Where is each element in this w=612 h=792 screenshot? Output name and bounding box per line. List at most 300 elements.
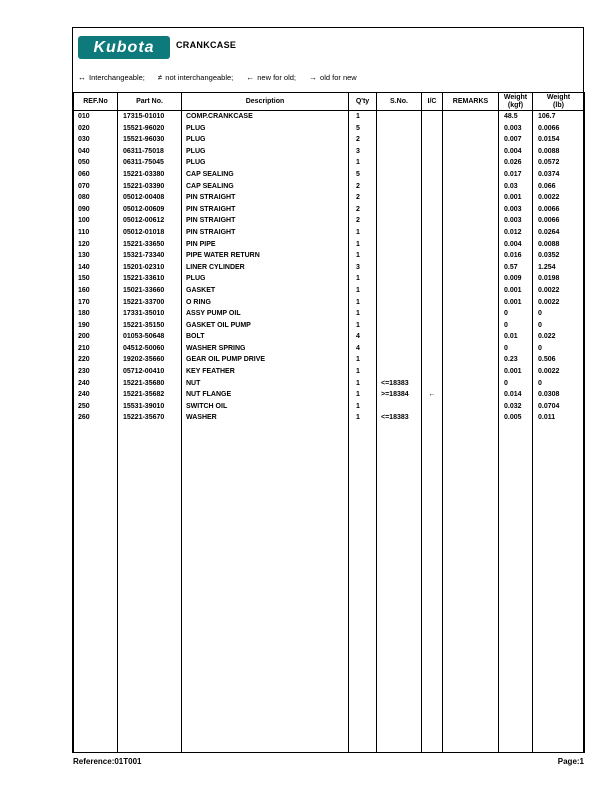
col-header-remarks: REMARKS <box>443 93 499 111</box>
cell-part-no: 17315-01010 <box>118 111 182 123</box>
table-row <box>74 157 585 169</box>
cell-remarks <box>443 285 499 297</box>
cell-ref-no: 130 <box>74 250 118 262</box>
table-row <box>74 181 585 193</box>
cell-description: BOLT <box>182 331 349 343</box>
cell-remarks <box>443 169 499 181</box>
cell-remarks <box>443 378 499 390</box>
cell-description: KEY FEATHER <box>182 366 349 378</box>
cell-ic <box>422 331 443 343</box>
cell-part-no: 15221-33650 <box>118 239 182 251</box>
cell-s-no <box>377 401 422 413</box>
cell-weight-lb: 0.0308 <box>533 389 585 401</box>
cell-weight-kgf: 0 <box>499 308 533 320</box>
cell-weight-kgf: 0 <box>499 343 533 355</box>
cell-qty: 2 <box>349 215 377 227</box>
cell-description: GEAR OIL PUMP DRIVE <box>182 354 349 366</box>
page-title: CRANKCASE <box>176 40 237 50</box>
cell-part-no: 06311-75018 <box>118 146 182 158</box>
cell-s-no <box>377 262 422 274</box>
cell-weight-lb: 0.0022 <box>533 366 585 378</box>
cell-ref-no: 150 <box>74 273 118 285</box>
cell-description: PLUG <box>182 134 349 146</box>
cell-weight-lb: 0.0066 <box>533 215 585 227</box>
cell-ref-no: 160 <box>74 285 118 297</box>
cell-description: O RING <box>182 297 349 309</box>
cell-weight-lb: 0.011 <box>533 412 585 424</box>
cell-weight-kgf: 0.004 <box>499 146 533 158</box>
cell-qty: 5 <box>349 169 377 181</box>
table-row <box>74 331 585 343</box>
cell-remarks <box>443 389 499 401</box>
cell-ref-no: 060 <box>74 169 118 181</box>
cell-description: PLUG <box>182 157 349 169</box>
cell-qty: 1 <box>349 273 377 285</box>
table-row <box>74 262 585 274</box>
legend-item-interchangeable <box>78 73 145 82</box>
cell-s-no: <=18383 <box>377 412 422 424</box>
table-row <box>74 297 585 309</box>
cell-s-no <box>377 169 422 181</box>
cell-s-no <box>377 157 422 169</box>
right-arrow-icon: → <box>309 73 318 82</box>
cell-weight-kgf: 0.03 <box>499 181 533 193</box>
cell-description: CAP SEALING <box>182 169 349 181</box>
cell-remarks <box>443 354 499 366</box>
cell-weight-kgf: 0 <box>499 378 533 390</box>
cell-s-no <box>377 239 422 251</box>
legend-item-new-for-old <box>246 73 296 82</box>
cell-ref-no: 220 <box>74 354 118 366</box>
cell-ic <box>422 181 443 193</box>
cell-ic <box>422 204 443 216</box>
cell-remarks <box>443 250 499 262</box>
legend-item-not-interchangeable <box>158 73 233 82</box>
cell-weight-kgf: 0.001 <box>499 285 533 297</box>
cell-ic <box>422 308 443 320</box>
cell-s-no <box>377 123 422 135</box>
parts-table-wrap <box>73 92 584 753</box>
table-row <box>74 227 585 239</box>
cell-qty: 1 <box>349 111 377 123</box>
cell-part-no: 15221-35670 <box>118 412 182 424</box>
filler-cell <box>349 424 377 752</box>
footer-page-number: Page:1 <box>557 757 584 766</box>
cell-remarks <box>443 343 499 355</box>
cell-ref-no: 250 <box>74 401 118 413</box>
cell-description: COMP.CRANKCASE <box>182 111 349 123</box>
filler-cell <box>74 424 118 752</box>
cell-weight-lb: 106.7 <box>533 111 585 123</box>
cell-remarks <box>443 111 499 123</box>
col-header-qty: Q'ty <box>349 93 377 111</box>
cell-ref-no: 260 <box>74 412 118 424</box>
cell-s-no <box>377 227 422 239</box>
cell-remarks <box>443 204 499 216</box>
cell-ic: ← <box>422 389 443 401</box>
cell-remarks <box>443 273 499 285</box>
cell-ic <box>422 273 443 285</box>
cell-description: PIN PIPE <box>182 239 349 251</box>
cell-weight-kgf: 0.016 <box>499 250 533 262</box>
cell-ic <box>422 239 443 251</box>
not-equal-icon: ≠ <box>157 73 163 82</box>
filler-cell <box>499 424 533 752</box>
parts-table-body <box>74 111 585 753</box>
cell-ic <box>422 262 443 274</box>
legend-label: Interchangeable; <box>89 73 145 82</box>
cell-weight-kgf: 0.017 <box>499 169 533 181</box>
cell-ref-no: 230 <box>74 366 118 378</box>
cell-qty: 4 <box>349 343 377 355</box>
cell-s-no <box>377 181 422 193</box>
cell-ref-no: 020 <box>74 123 118 135</box>
cell-s-no <box>377 366 422 378</box>
cell-s-no <box>377 111 422 123</box>
cell-description: PIN STRAIGHT <box>182 192 349 204</box>
cell-ref-no: 100 <box>74 215 118 227</box>
cell-remarks <box>443 262 499 274</box>
cell-ic <box>422 157 443 169</box>
filler-cell <box>443 424 499 752</box>
cell-remarks <box>443 227 499 239</box>
cell-ic <box>422 354 443 366</box>
cell-part-no: 19202-35660 <box>118 354 182 366</box>
cell-remarks <box>443 239 499 251</box>
cell-ic <box>422 146 443 158</box>
cell-weight-lb: 0.0088 <box>533 239 585 251</box>
cell-remarks <box>443 331 499 343</box>
cell-weight-lb: 0 <box>533 378 585 390</box>
table-row <box>74 215 585 227</box>
cell-weight-kgf: 0.009 <box>499 273 533 285</box>
kubota-logo <box>78 36 170 59</box>
cell-part-no: 15321-73340 <box>118 250 182 262</box>
filler-cell <box>422 424 443 752</box>
cell-part-no: 05012-01018 <box>118 227 182 239</box>
cell-ic <box>422 378 443 390</box>
cell-remarks <box>443 146 499 158</box>
cell-ref-no: 070 <box>74 181 118 193</box>
cell-qty: 2 <box>349 192 377 204</box>
cell-weight-lb: 0.066 <box>533 181 585 193</box>
table-row <box>74 192 585 204</box>
cell-weight-kgf: 0.012 <box>499 227 533 239</box>
cell-s-no <box>377 320 422 332</box>
cell-s-no <box>377 297 422 309</box>
cell-weight-lb: 0 <box>533 320 585 332</box>
cell-weight-lb: 0.022 <box>533 331 585 343</box>
cell-weight-lb: 0.0704 <box>533 401 585 413</box>
cell-description: WASHER <box>182 412 349 424</box>
cell-ref-no: 030 <box>74 134 118 146</box>
cell-part-no: 15221-35680 <box>118 378 182 390</box>
cell-ref-no: 240 <box>74 378 118 390</box>
cell-qty: 1 <box>349 320 377 332</box>
cell-weight-kgf: 0 <box>499 320 533 332</box>
cell-weight-kgf: 48.5 <box>499 111 533 123</box>
cell-description: PLUG <box>182 273 349 285</box>
cell-qty: 1 <box>349 378 377 390</box>
cell-s-no <box>377 331 422 343</box>
cell-qty: 1 <box>349 366 377 378</box>
cell-part-no: 15521-96030 <box>118 134 182 146</box>
cell-description: LINER CYLINDER <box>182 262 349 274</box>
cell-description: CAP SEALING <box>182 181 349 193</box>
cell-weight-kgf: 0.001 <box>499 366 533 378</box>
cell-s-no <box>377 146 422 158</box>
cell-description: SWITCH OIL <box>182 401 349 413</box>
cell-ref-no: 010 <box>74 111 118 123</box>
cell-s-no <box>377 250 422 262</box>
cell-description: PLUG <box>182 146 349 158</box>
cell-part-no: 15221-03380 <box>118 169 182 181</box>
cell-weight-kgf: 0.004 <box>499 239 533 251</box>
cell-weight-lb: 0 <box>533 308 585 320</box>
cell-remarks <box>443 366 499 378</box>
cell-ref-no: 110 <box>74 227 118 239</box>
cell-s-no <box>377 343 422 355</box>
col-header-ic: I/C <box>422 93 443 111</box>
cell-weight-lb: 0.0022 <box>533 285 585 297</box>
cell-ic <box>422 343 443 355</box>
cell-ic <box>422 169 443 181</box>
cell-weight-lb: 0.0572 <box>533 157 585 169</box>
cell-remarks <box>443 297 499 309</box>
cell-qty: 3 <box>349 262 377 274</box>
cell-remarks <box>443 181 499 193</box>
interchangeable-arrow-icon: ↔ <box>78 73 86 82</box>
table-row <box>74 239 585 251</box>
cell-remarks <box>443 215 499 227</box>
filler-cell <box>118 424 182 752</box>
legend <box>78 73 357 82</box>
table-row <box>74 308 585 320</box>
col-header-weight-kgf: Weight (kgf) <box>499 93 533 111</box>
cell-part-no: 15221-35150 <box>118 320 182 332</box>
filler-cell <box>377 424 422 752</box>
cell-description: GASKET <box>182 285 349 297</box>
cell-weight-kgf: 0.003 <box>499 123 533 135</box>
col-header-part-no: Part No. <box>118 93 182 111</box>
cell-ref-no: 040 <box>74 146 118 158</box>
cell-part-no: 15221-33610 <box>118 273 182 285</box>
cell-weight-kgf: 0.026 <box>499 157 533 169</box>
cell-s-no <box>377 134 422 146</box>
cell-ic <box>422 285 443 297</box>
cell-weight-kgf: 0.23 <box>499 354 533 366</box>
cell-part-no: 15201-02310 <box>118 262 182 274</box>
cell-part-no: 15221-33700 <box>118 297 182 309</box>
cell-qty: 1 <box>349 250 377 262</box>
table-row <box>74 343 585 355</box>
cell-part-no: 05012-00609 <box>118 204 182 216</box>
cell-ref-no: 200 <box>74 331 118 343</box>
cell-part-no: 05712-00410 <box>118 366 182 378</box>
table-header-row <box>74 93 585 111</box>
cell-description: PIPE WATER RETURN <box>182 250 349 262</box>
cell-weight-lb: 0.0066 <box>533 204 585 216</box>
cell-remarks <box>443 157 499 169</box>
cell-s-no: >=18384 <box>377 389 422 401</box>
cell-qty: 2 <box>349 134 377 146</box>
cell-remarks <box>443 412 499 424</box>
cell-ref-no: 090 <box>74 204 118 216</box>
kubota-logo-text: Kubota <box>93 38 155 56</box>
filler-cell <box>182 424 349 752</box>
footer-reference: Reference:01T001 <box>73 757 142 766</box>
cell-weight-lb: 0 <box>533 343 585 355</box>
table-row <box>74 389 585 401</box>
cell-qty: 1 <box>349 239 377 251</box>
cell-s-no <box>377 273 422 285</box>
cell-description: ASSY PUMP OIL <box>182 308 349 320</box>
cell-remarks <box>443 192 499 204</box>
cell-ic <box>422 401 443 413</box>
cell-description: GASKET OIL PUMP <box>182 320 349 332</box>
cell-ref-no: 080 <box>74 192 118 204</box>
cell-ic <box>422 192 443 204</box>
cell-qty: 2 <box>349 181 377 193</box>
cell-ref-no: 190 <box>74 320 118 332</box>
cell-part-no: 15221-03390 <box>118 181 182 193</box>
parts-table <box>73 92 585 753</box>
cell-ref-no: 240 <box>74 389 118 401</box>
col-header-weight-lb: Weight (lb) <box>533 93 585 111</box>
cell-qty: 2 <box>349 204 377 216</box>
cell-description: PIN STRAIGHT <box>182 204 349 216</box>
cell-ic <box>422 366 443 378</box>
filler-cell <box>533 424 585 752</box>
cell-weight-lb: 0.0352 <box>533 250 585 262</box>
cell-s-no <box>377 354 422 366</box>
cell-weight-lb: 1.254 <box>533 262 585 274</box>
cell-weight-lb: 0.0374 <box>533 169 585 181</box>
cell-part-no: 05012-00612 <box>118 215 182 227</box>
cell-weight-lb: 0.0198 <box>533 273 585 285</box>
table-row <box>74 378 585 390</box>
cell-weight-kgf: 0.57 <box>499 262 533 274</box>
cell-qty: 1 <box>349 401 377 413</box>
cell-weight-lb: 0.0088 <box>533 146 585 158</box>
cell-ic <box>422 215 443 227</box>
table-row <box>74 285 585 297</box>
cell-s-no <box>377 192 422 204</box>
cell-s-no <box>377 215 422 227</box>
cell-s-no: <=18383 <box>377 378 422 390</box>
cell-qty: 1 <box>349 227 377 239</box>
cell-weight-kgf: 0.007 <box>499 134 533 146</box>
cell-remarks <box>443 401 499 413</box>
table-row <box>74 123 585 135</box>
table-row <box>74 273 585 285</box>
cell-weight-lb: 0.0022 <box>533 192 585 204</box>
cell-ic <box>422 134 443 146</box>
cell-ic <box>422 123 443 135</box>
col-header-s-no: S.No. <box>377 93 422 111</box>
cell-qty: 1 <box>349 389 377 401</box>
cell-part-no: 06311-75045 <box>118 157 182 169</box>
cell-weight-kgf: 0.014 <box>499 389 533 401</box>
legend-label: old for new <box>320 73 357 82</box>
cell-ref-no: 050 <box>74 157 118 169</box>
cell-weight-lb: 0.0264 <box>533 227 585 239</box>
cell-ic <box>422 412 443 424</box>
cell-part-no: 05012-00408 <box>118 192 182 204</box>
cell-s-no <box>377 308 422 320</box>
cell-ref-no: 210 <box>74 343 118 355</box>
table-row <box>74 169 585 181</box>
left-arrow-icon: ← <box>246 73 255 82</box>
cell-s-no <box>377 204 422 216</box>
cell-part-no: 17331-35010 <box>118 308 182 320</box>
legend-label: not interchangeable; <box>165 73 234 82</box>
cell-part-no: 15531-39010 <box>118 401 182 413</box>
cell-qty: 1 <box>349 412 377 424</box>
cell-part-no: 01053-50648 <box>118 331 182 343</box>
col-header-ref-no: REF.No <box>74 93 118 111</box>
table-row <box>74 401 585 413</box>
cell-ic <box>422 227 443 239</box>
cell-weight-lb: 0.0022 <box>533 297 585 309</box>
cell-weight-kgf: 0.032 <box>499 401 533 413</box>
cell-weight-lb: 0.0154 <box>533 134 585 146</box>
cell-weight-kgf: 0.001 <box>499 192 533 204</box>
cell-qty: 3 <box>349 146 377 158</box>
cell-weight-kgf: 0.01 <box>499 331 533 343</box>
cell-ic <box>422 111 443 123</box>
cell-description: NUT FLANGE <box>182 389 349 401</box>
legend-item-old-for-new <box>309 73 357 82</box>
cell-ic <box>422 297 443 309</box>
cell-description: NUT <box>182 378 349 390</box>
table-row <box>74 204 585 216</box>
col-header-description: Description <box>182 93 349 111</box>
cell-ref-no: 170 <box>74 297 118 309</box>
cell-qty: 1 <box>349 157 377 169</box>
cell-part-no: 15521-96020 <box>118 123 182 135</box>
cell-qty: 1 <box>349 354 377 366</box>
cell-ref-no: 120 <box>74 239 118 251</box>
cell-ref-no: 180 <box>74 308 118 320</box>
table-row <box>74 366 585 378</box>
cell-weight-kgf: 0.005 <box>499 412 533 424</box>
cell-ic <box>422 320 443 332</box>
cell-part-no: 15021-33660 <box>118 285 182 297</box>
table-filler-row <box>74 424 585 752</box>
cell-remarks <box>443 320 499 332</box>
cell-description: PIN STRAIGHT <box>182 227 349 239</box>
table-row <box>74 250 585 262</box>
cell-weight-kgf: 0.003 <box>499 215 533 227</box>
cell-qty: 1 <box>349 297 377 309</box>
cell-qty: 5 <box>349 123 377 135</box>
cell-weight-lb: 0.506 <box>533 354 585 366</box>
cell-qty: 1 <box>349 308 377 320</box>
table-row <box>74 412 585 424</box>
cell-qty: 4 <box>349 331 377 343</box>
cell-s-no <box>377 285 422 297</box>
cell-description: PLUG <box>182 123 349 135</box>
table-row <box>74 134 585 146</box>
cell-weight-lb: 0.0066 <box>533 123 585 135</box>
cell-qty: 1 <box>349 285 377 297</box>
cell-remarks <box>443 123 499 135</box>
cell-description: PIN STRAIGHT <box>182 215 349 227</box>
table-row <box>74 320 585 332</box>
cell-remarks <box>443 134 499 146</box>
table-row <box>74 354 585 366</box>
